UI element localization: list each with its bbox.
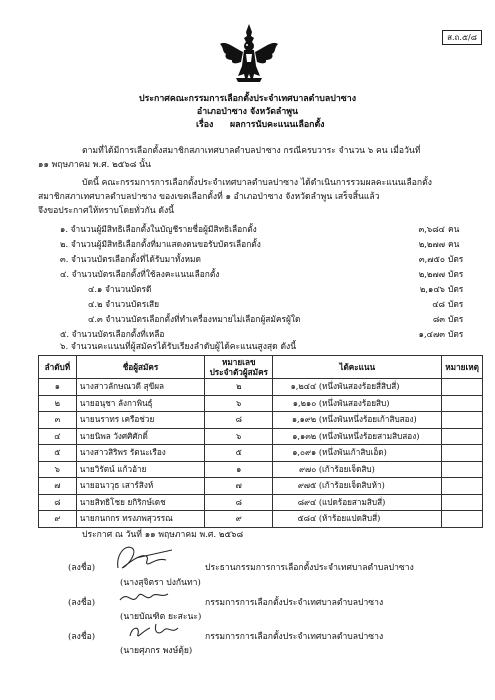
stat-unit: บัตร xyxy=(448,299,464,309)
cell-candidate-number: ๖ xyxy=(205,395,273,412)
header-score: ได้คะแนน xyxy=(273,356,442,379)
cell-name: นายนิพล วังศศิศักดิ์ xyxy=(76,428,205,445)
cell-score xyxy=(273,494,442,511)
stat-unit: คน xyxy=(448,224,460,234)
header-number-line2: ประจำตัวผู้สมัคร xyxy=(209,367,268,377)
score-number: ๙๗๐ xyxy=(299,463,317,474)
cell-score xyxy=(273,379,442,396)
stat-unit: บัตร xyxy=(448,329,464,339)
cell-order: ๘ xyxy=(39,494,77,511)
form-number-box: ส.ถ.๕/๘ xyxy=(442,30,482,45)
sign-name: (นายศุภกร พงษ์ตุ้ย) xyxy=(120,646,193,656)
cell-name: นายนราทร เครือช่วย xyxy=(76,412,205,429)
stat-value: ๑,๔๗๓ xyxy=(418,329,445,339)
stat-label: ๕. จำนวนบัตรเลือกตั้งที่เหลือ xyxy=(60,329,165,339)
subject-label: เรื่อง xyxy=(196,120,214,130)
stat-value: ๒,๒๗๗ xyxy=(418,239,445,249)
score-words: (แปดร้อยสามสิบสี่) xyxy=(318,496,386,507)
cell-remark xyxy=(442,478,483,495)
stat-row xyxy=(60,238,460,250)
cell-order: ๑ xyxy=(39,379,77,396)
subject-text: ผลการนับคะแนนเลือกตั้ง xyxy=(230,120,325,130)
stat-value: ๒,๒๗๗ xyxy=(418,269,445,279)
header-remark: หมายเหตุ xyxy=(442,356,483,379)
garuda-emblem-icon xyxy=(216,22,282,88)
intro-para1-line2: ๑๑ พฤษภาคม พ.ศ. ๒๕๖๘ นั้น xyxy=(38,160,151,170)
header-number-line1: หมายเลข xyxy=(221,357,256,367)
cell-remark xyxy=(442,428,483,445)
score-words: (หนึ่งพันหนึ่งร้อยเก้าสิบสอง) xyxy=(318,414,417,425)
stat-unit: คน xyxy=(448,239,460,249)
cell-name: นายสิทธิโชย ยกิริกษ์เดช xyxy=(76,494,205,511)
cell-remark xyxy=(442,445,483,462)
cell-score xyxy=(273,511,442,528)
sign-position: กรรมการการเลือกตั้งประจำเทศบาลตำบลปาซาง xyxy=(205,598,384,608)
stat-label: ๔.๓ จำนวนบัตรเลือกตั้งที่ทำเครื่องหมายไม่เลือกผู้สมัครผู้ใด xyxy=(88,314,301,324)
sign-label: (ลงชื่อ) xyxy=(68,598,96,608)
stat-label: ๑. จำนวนผู้มีสิทธิเลือกตั้งในบัญชีรายชื่อผู้มีสิทธิเลือกตั้ง xyxy=(60,224,257,234)
score-number: ๙๗๕ xyxy=(297,480,317,491)
stat-unit: บัตร xyxy=(448,314,464,324)
stat-row xyxy=(60,268,464,280)
cell-remark xyxy=(442,412,483,429)
signature-scribble-icon xyxy=(116,586,172,608)
cell-order: ๖ xyxy=(39,461,77,478)
sign-name: (นางสุจิตรา ปงกันทา) xyxy=(120,578,201,588)
cell-name: นางสาวสิริพร รัตนะเรือง xyxy=(76,445,205,462)
cell-remark xyxy=(442,511,483,528)
cell-score xyxy=(273,428,442,445)
stat-label: ๓. จำนวนบัตรเลือกตั้งที่ได้รับมาทั้งหมด xyxy=(60,254,201,264)
sign-label: (ลงชื่อ) xyxy=(68,563,96,573)
cell-order: ๔ xyxy=(39,428,77,445)
intro-para2-line3: จึงขอประกาศให้ทราบโดยทั่วกัน ดังนี้ xyxy=(38,206,175,216)
score-number: ๕๘๔ xyxy=(297,513,317,524)
cell-order: ๒ xyxy=(39,395,77,412)
cell-order: ๙ xyxy=(39,511,77,528)
document-location: อำเภอป่าซาง จังหวัดลำพูน xyxy=(196,107,299,117)
cell-name: นายอนุชา ลังกาพินธุ์ xyxy=(76,395,205,412)
stat-value: ๒,๑๔๖ xyxy=(419,284,445,294)
stat-label: ๔.๒ จำนวนบัตรเสีย xyxy=(88,299,160,309)
cell-candidate-number: ๘ xyxy=(205,494,273,511)
cell-order: ๗ xyxy=(39,478,77,495)
stat-unit: บัตร xyxy=(448,254,464,264)
table-row xyxy=(39,511,483,528)
sign-position: กรรมการการเลือกตั้งประจำเทศบาลตำบลปาซาง xyxy=(205,632,384,642)
cell-name: นายกนกกร ทรงภพสุวรรณ xyxy=(76,511,205,528)
intro-para2-line2: สมาชิกสภาเทศบาลตำบลปาซาง ของเขตเลือกตั้งที่ ๑ อำเภอป่าซาง จังหวัดลำพูน เสร็จสิ้นแล้ว xyxy=(38,192,380,202)
cell-remark xyxy=(442,395,483,412)
cell-candidate-number: ๖ xyxy=(205,428,273,445)
cell-candidate-number: ๕ xyxy=(205,445,273,462)
cell-candidate-number: ๘ xyxy=(205,412,273,429)
header-candidate-number xyxy=(205,356,273,379)
table-row xyxy=(39,478,483,495)
document-title: ประกาศคณะกรรมการเลือกตั้งประจำเทศบาลตำบลปาซาง xyxy=(138,94,357,104)
score-words: (หนึ่งพันสองร้อยสี่สิบสี่) xyxy=(318,381,400,392)
score-words: (หนึ่งพันสองร้อยสิบ) xyxy=(318,397,390,408)
cell-score xyxy=(273,478,442,495)
score-words: (หนึ่งพันหนึ่งร้อยสามสิบสอง) xyxy=(318,430,420,441)
score-words: (หนึ่งพันเก้าสิบเอ็ด) xyxy=(318,447,387,458)
table-caption: ๖. จำนวนคะแนนที่ผู้สมัครได้รับเรียงลำดับผู้ได้คะแนนสูงสุด ดังนี้ xyxy=(60,342,297,352)
stat-value: ๘๓ xyxy=(432,314,445,324)
intro-para2-line1: บัดนี้ คณะกรรมการการเลือกตั้งประจำเทศบาลตำบลปาซาง ได้ดำเนินการรวมผลคะแนนเลือกตั้ง xyxy=(82,178,432,188)
stat-unit: บัตร xyxy=(448,284,464,294)
signature-scribble-icon xyxy=(124,618,184,642)
header-order: ลำดับที่ xyxy=(39,356,77,379)
stat-row xyxy=(60,313,464,325)
cell-remark xyxy=(442,461,483,478)
score-number: ๑,๐๙๑ xyxy=(292,447,317,458)
cell-candidate-number: ๒ xyxy=(205,379,273,396)
cell-score xyxy=(273,395,442,412)
cell-score xyxy=(273,412,442,429)
score-words: (เก้าร้อยเจ็ดสิบห้า) xyxy=(318,480,385,491)
score-number: ๘๙๔ xyxy=(297,496,317,507)
score-words: (ห้าร้อยแปดสิบสี่) xyxy=(318,513,381,524)
stat-row xyxy=(60,328,464,340)
results-table xyxy=(38,355,483,528)
cell-score xyxy=(273,445,442,462)
stat-value: ๓,๖๘๔ xyxy=(418,224,445,234)
announce-date: ประกาศ ณ วันที่ ๑๑ พฤษภาคม พ.ศ. ๒๕๖๘ xyxy=(82,530,244,540)
score-number: ๑,๒๔๔ xyxy=(290,381,317,392)
cell-remark xyxy=(442,494,483,511)
table-header-row xyxy=(39,356,483,379)
table-row xyxy=(39,428,483,445)
signature-scribble-icon xyxy=(110,538,180,574)
score-words: (เก้าร้อยเจ็ดสิบ) xyxy=(318,463,375,474)
stat-label: ๒. จำนวนผู้มีสิทธิเลือกตั้งที่มาแสดงตนขอรับบัตรเลือกตั้ง xyxy=(60,239,261,249)
stat-unit: บัตร xyxy=(448,269,464,279)
stat-value: ๓,๗๕๐ xyxy=(418,254,445,264)
stat-label: ๔.๑ จำนวนบัตรดี xyxy=(88,284,152,294)
intro-para1-line1: ตามที่ได้มีการเลือกตั้งสมาชิกสภาเทศบาลตำบลปาซาง กรณีครบวาระ จำนวน ๖ คน เมื่อวันที่ xyxy=(82,146,421,156)
cell-name: นายวิรัตน์ แก้วอ้าย xyxy=(76,461,205,478)
cell-order: ๕ xyxy=(39,445,77,462)
stat-value: ๔๘ xyxy=(432,299,445,309)
cell-name: นายอนาวุธ เสาร์สิงห์ xyxy=(76,478,205,495)
sign-name: (นายบัณฑิต ยะสะนะ) xyxy=(120,612,202,622)
sign-position: ประธานกรรมการการเลือกตั้งประจำเทศบาลตำบลปาซาง xyxy=(205,563,414,573)
stat-label: ๔. จำนวนบัตรเลือกตั้งที่ใช้ลงคะแนนเลือกตั้ง xyxy=(60,269,220,279)
sign-label: (ลงชื่อ) xyxy=(68,632,96,642)
table-row xyxy=(39,379,483,396)
table-row xyxy=(39,445,483,462)
table-row xyxy=(39,494,483,511)
score-number: ๑,๑๓๒ xyxy=(292,430,317,441)
stat-row xyxy=(60,223,460,235)
score-number: ๑,๑๙๒ xyxy=(291,414,317,425)
header-candidate-name: ชื่อผู้สมัคร xyxy=(76,356,205,379)
cell-score xyxy=(273,461,442,478)
cell-remark xyxy=(442,379,483,396)
table-row xyxy=(39,412,483,429)
cell-candidate-number: ๑ xyxy=(205,461,273,478)
stat-row xyxy=(60,253,464,265)
score-number: ๑,๒๑๐ xyxy=(292,397,317,408)
table-row xyxy=(39,461,483,478)
stat-row xyxy=(60,283,464,295)
table-row xyxy=(39,395,483,412)
cell-candidate-number: ๙ xyxy=(205,511,273,528)
cell-name: นางสาวลักษณวดี สุขีผล xyxy=(76,379,205,396)
cell-order: ๓ xyxy=(39,412,77,429)
cell-candidate-number: ๗ xyxy=(205,478,273,495)
stat-row xyxy=(60,298,464,310)
